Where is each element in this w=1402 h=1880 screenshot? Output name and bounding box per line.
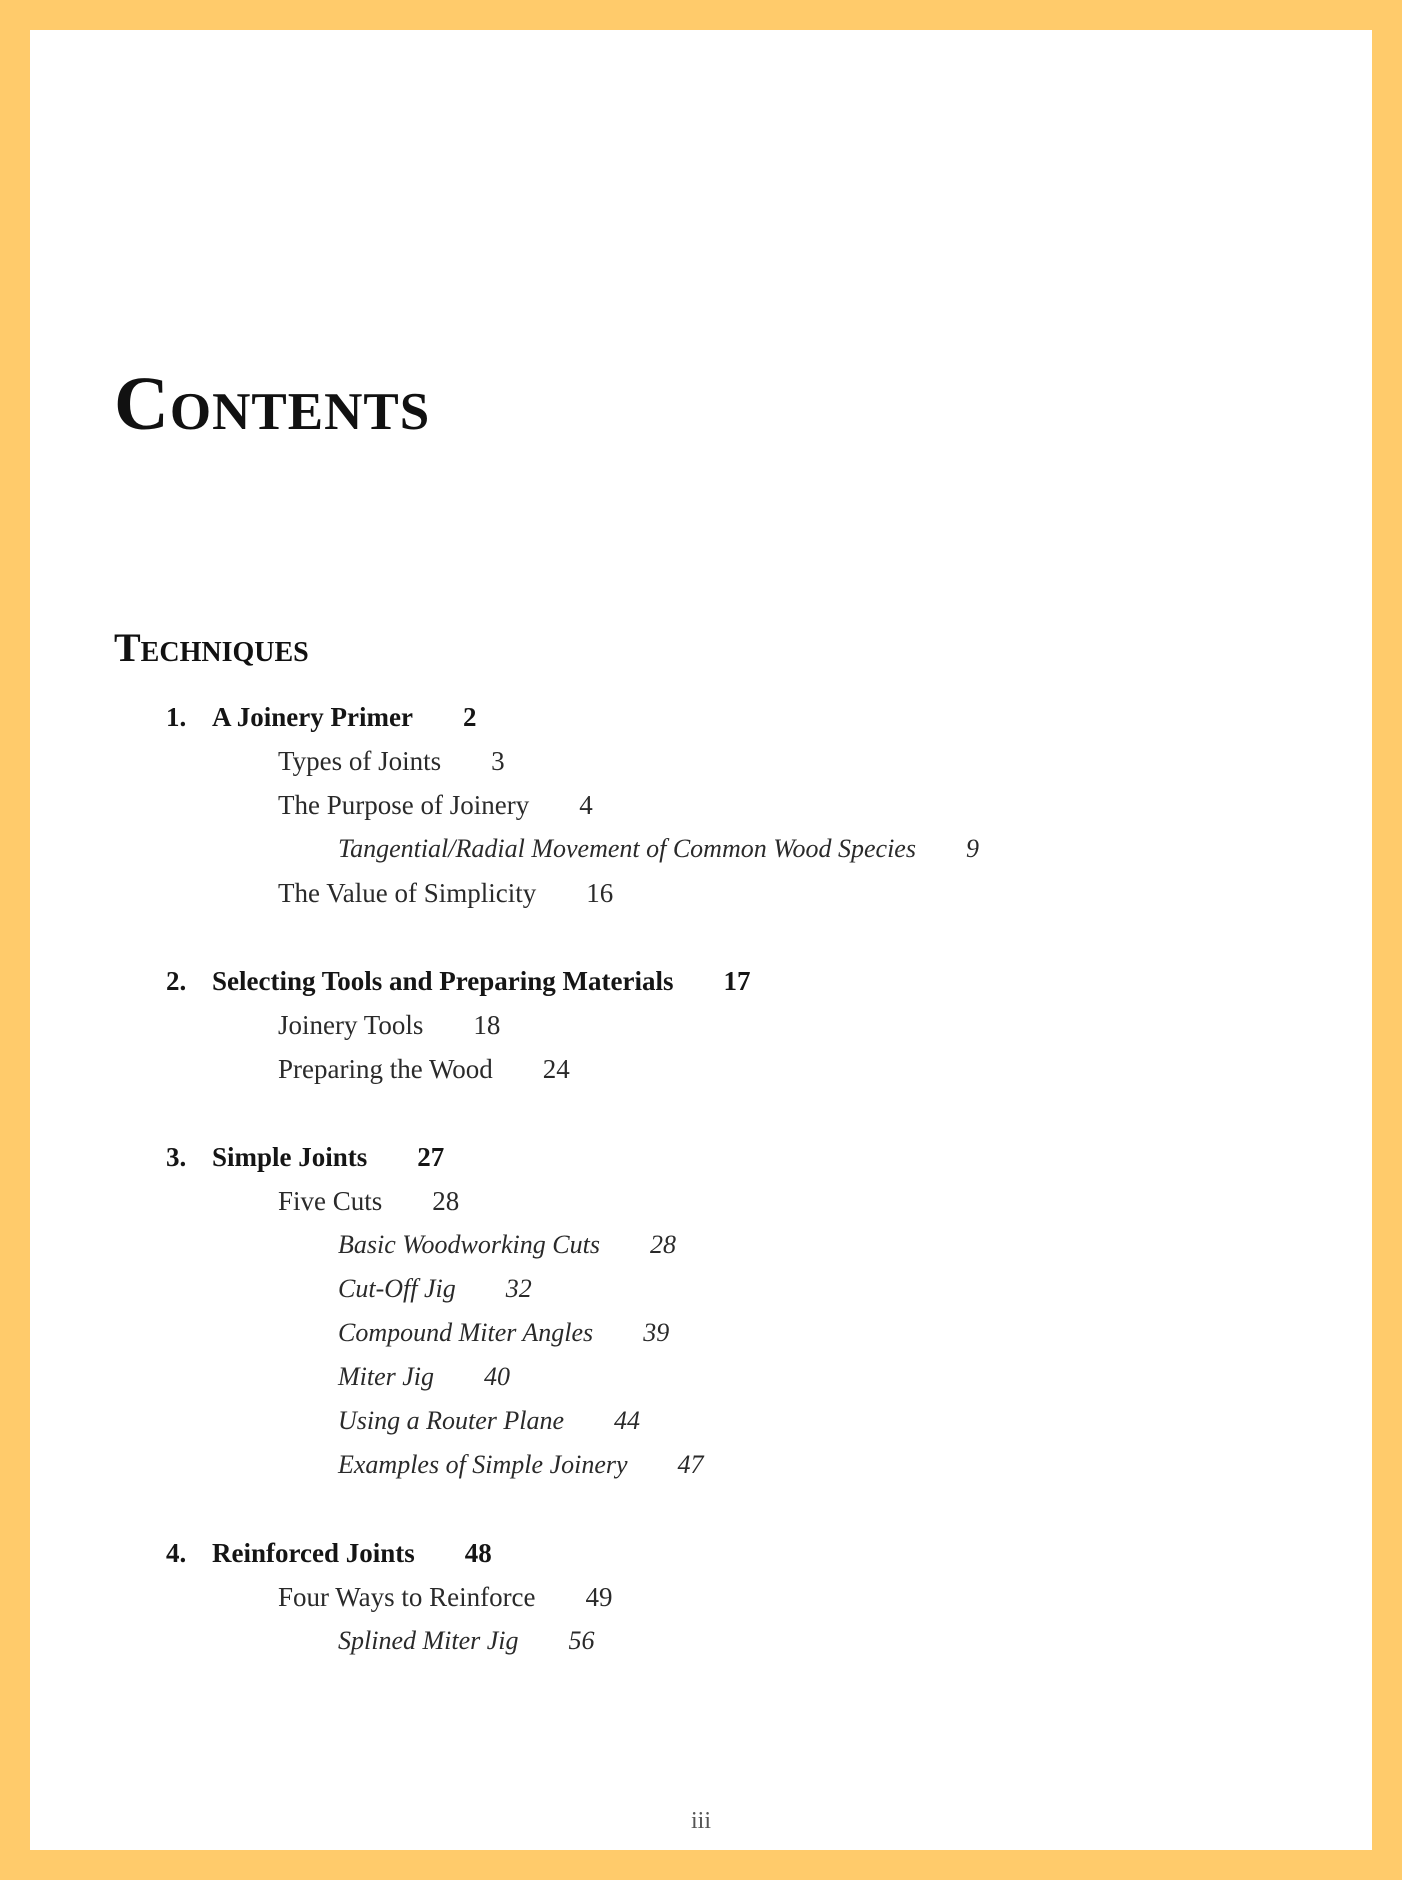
page-number: iii (690, 1808, 711, 1834)
toc-chapter-4[interactable] (166, 1540, 492, 1567)
chapter-title: Selecting Tools and Preparing Materials (212, 966, 674, 996)
chapter-page: 2 (462, 702, 477, 732)
subentry-title: Basic Woodworking Cuts (338, 1230, 600, 1259)
chapter-page: 27 (417, 1142, 445, 1172)
subentry-page: 39 (643, 1318, 670, 1347)
chapter-title: Reinforced Joints (212, 1538, 415, 1568)
toc-entry[interactable] (278, 1188, 459, 1215)
toc-subentry[interactable] (338, 1232, 676, 1258)
subentry-page: 47 (677, 1450, 704, 1479)
entry-page: 4 (579, 790, 593, 820)
chapter-number: 1. (166, 702, 187, 732)
toc-subentry[interactable] (338, 1320, 669, 1346)
subentry-title: Compound Miter Angles (338, 1318, 594, 1347)
chapter-page: 48 (464, 1538, 492, 1568)
subentry-title: Splined Miter Jig (338, 1626, 519, 1655)
subentry-title: Tangential/Radial Movement of Common Wood Species (338, 834, 916, 863)
entry-title: Types of Joints (278, 746, 442, 776)
page-title: Contents (114, 362, 431, 446)
toc-entry[interactable] (278, 1584, 613, 1611)
entry-title: Preparing the Wood (278, 1054, 493, 1084)
toc-subentry[interactable] (338, 1408, 640, 1434)
subentry-title: Examples of Simple Joinery (338, 1450, 628, 1479)
subentry-page: 56 (568, 1626, 595, 1655)
chapter-page: 17 (723, 966, 751, 996)
toc-subentry[interactable] (338, 836, 979, 862)
chapter-number: 3. (166, 1142, 187, 1172)
chapter-title: A Joinery Primer (212, 702, 413, 732)
toc-chapter-3[interactable] (166, 1144, 444, 1171)
section-title: Techniques (114, 625, 309, 670)
subentry-page: 44 (614, 1406, 641, 1435)
toc-entry[interactable] (278, 1056, 570, 1083)
subentry-page: 9 (965, 834, 979, 863)
toc-subentry[interactable] (338, 1364, 510, 1390)
toc-subentry[interactable] (338, 1276, 532, 1302)
entry-page: 18 (473, 1010, 501, 1040)
chapter-number: 2. (166, 966, 187, 996)
subentry-page: 28 (649, 1230, 676, 1259)
toc-chapter-2[interactable] (166, 968, 751, 995)
toc-subentry[interactable] (338, 1452, 704, 1478)
toc-entry[interactable] (278, 748, 505, 775)
subentry-page: 40 (484, 1362, 511, 1391)
toc-entry[interactable] (278, 1012, 500, 1039)
entry-page: 28 (432, 1186, 460, 1216)
entry-title: The Purpose of Joinery (278, 790, 530, 820)
subentry-title: Using a Router Plane (338, 1406, 565, 1435)
subentry-title: Miter Jig (338, 1362, 435, 1391)
toc-entry[interactable] (278, 792, 593, 819)
entry-title: Five Cuts (278, 1186, 383, 1216)
entry-title: Joinery Tools (278, 1010, 424, 1040)
entry-page: 49 (585, 1582, 613, 1612)
subentry-title: Cut-Off Jig (338, 1274, 456, 1303)
entry-title: The Value of Simplicity (278, 878, 537, 908)
subentry-page: 32 (505, 1274, 532, 1303)
book-page (30, 30, 1372, 1850)
entry-page: 16 (586, 878, 614, 908)
toc-subentry[interactable] (338, 1628, 595, 1654)
entry-title: Four Ways to Reinforce (278, 1582, 536, 1612)
chapter-number: 4. (166, 1538, 187, 1568)
toc-chapter-1[interactable] (166, 704, 476, 731)
entry-page: 24 (542, 1054, 570, 1084)
toc-entry[interactable] (278, 880, 613, 907)
entry-page: 3 (491, 746, 505, 776)
chapter-title: Simple Joints (212, 1142, 368, 1172)
